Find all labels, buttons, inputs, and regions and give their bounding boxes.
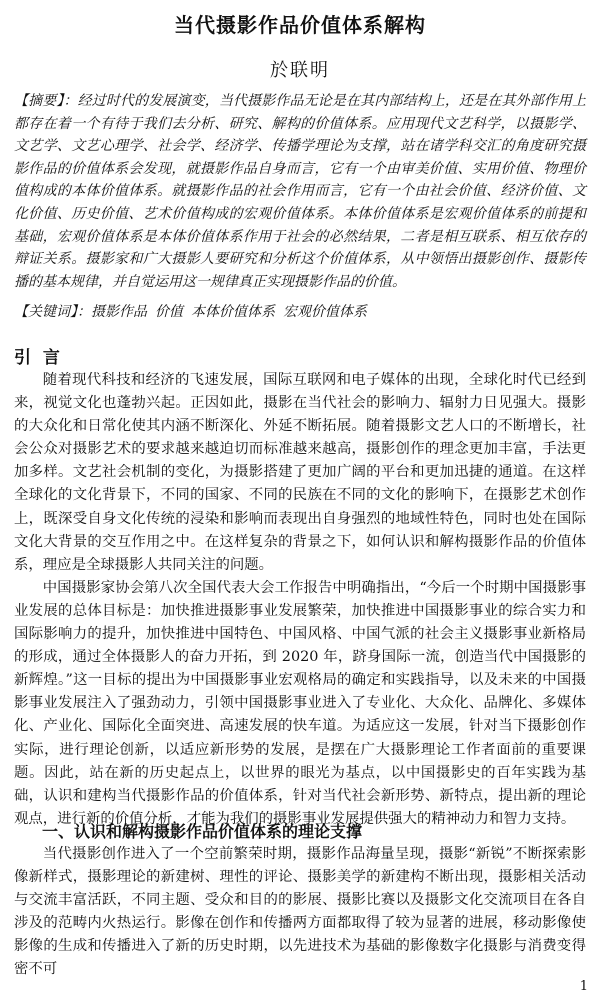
keywords-line	[14, 301, 586, 323]
body-paragraph: 中国摄影家协会第八次全国代表大会工作报告中明确指出，“今后一个时期中国摄影事业发展的总体目标是：加快推进摄影事业发展繁荣，加快推进中国摄影事业的综合实力和国际影响力的提升，加快推进中国特色、中国风格、中国气派的社会主义摄影事业新格局的形成，通过全体摄影人的奋力开拓，到 2020 年，跻身国际一流，创造当代中国摄影的新辉煌。”这一目标的提出为中国摄影事业宏观格局的确定和实践指导，以及未来的中国摄影事业发展注入了强劲动力，引领中国摄影事业进入了专业化、大众化、品牌化、多媒体化、产业化、国际化全面突进、高速发展的快车道。为适应这一发展，针对当下摄影创作实际，进行理论创新，以适应新形势的发展，是摆在广大摄影理论工作者面前的重要课题。因此，站在新的历史起点上，以世界的眼光为基点，以中国摄影史的百年实践为基础，认识和建构当代摄影作品的价值体系，针对当代社会新形势、新特点，提出新的理论观点，进行新的价值分析，才能为我们的摄影事业发展提供强大的精神动力和智力支持。	[14, 579, 586, 827]
paper-title: 当代摄影作品价值体系解构	[174, 13, 426, 37]
keyword-item: 本体价值体系	[191, 304, 275, 320]
section-heading: 一、认识和解构摄影作品价值体系的理论支撑	[42, 822, 363, 841]
introduction-heading: 引 言	[14, 348, 63, 368]
keyword-item: 摄影作品	[91, 304, 147, 320]
body-paragraph: 当代摄影创作进入了一个空前繁荣时期，摄影作品海量呈现，摄影“新锐”不断探索影像新样式，摄影理论的新建树、理性的评论、摄影美学的新建构不断出现，摄影相关活动与交流丰富活跃，不同主题、受众和目的的影展、摄影比赛以及摄影文化交流项目在各自涉及的范畴内火热运行。影像在创作和传播两方面都取得了较为显著的进展，移动影像使影像的生成和传播进入了新的历史时期，以先进技术为基础的影像数字化摄影与消费变得密不可	[14, 846, 586, 978]
keyword-item: 宏观价值体系	[283, 304, 367, 320]
keyword-item: 价值	[155, 304, 183, 320]
body-paragraph: 随着现代科技和经济的飞速发展，国际互联网和电子媒体的出现，全球化时代已经到来，视觉文化也蓬勃兴起。正因如此，摄影在当代社会的影响力、辐射力日见强大。摄影的大众化和日常化使其内涵不断深化、外延不断拓展。随着摄影文艺人口的不断增长，社会公众对摄影艺术的要求越来越迫切而标准越来越高，摄影创作的理念更加丰富，手法更加多样。文艺社会机制的变化，为摄影搭建了更加广阔的平台和更加迅捷的通道。在这样全球化的文化背景下，不同的国家、不同的民族在不同的文化的影响下，在摄影艺术创作上，既深受自身文化传统的浸染和影响而表现出自身强烈的地域性特色，同时也处在国际文化大背景的交互作用之中。在这样复杂的背景之下，如何认识和解构摄影作品的价值体系，理应是全球摄影人共同关注的问题。	[14, 372, 586, 573]
keywords-label: 【关键词】：	[14, 304, 91, 320]
section-body	[14, 843, 586, 982]
author-name: 於联明	[270, 60, 330, 81]
introduction-body	[14, 369, 586, 831]
page-number: 1	[579, 979, 588, 994]
abstract-paragraph: 【摘要】：经过时代的发展演变，当代摄影作品无论是在其内部结构上，还是在其外部作用上都存在着一个有待于我们去分析、研究、解构的价值体系。应用现代文艺科学，以摄影学、文艺学、文艺心理学、社会学、经济学、传播学理论为支撑，站在诸学科交汇的角度研究摄影作品的价值体系会发现，就摄影作品自身而言，它有一个由审美价值、实用价值、物理价值构成的本体价值体系。就摄影作品的社会作用而言，它有一个由社会价值、经济价值、文化价值、历史价值、艺术价值构成的宏观价值体系。本体价值体系是宏观价值体系的前提和基础，宏观价值体系是本体价值体系作用于社会的必然结果，二者是相互联系、相互依存的辩证关系。摄影家和广大摄影人要研究和分析这个价值体系，从中领悟出摄影创作、摄影传播的基本规律，并自觉运用这一规律真正实现摄影作品的价值。	[14, 93, 586, 290]
